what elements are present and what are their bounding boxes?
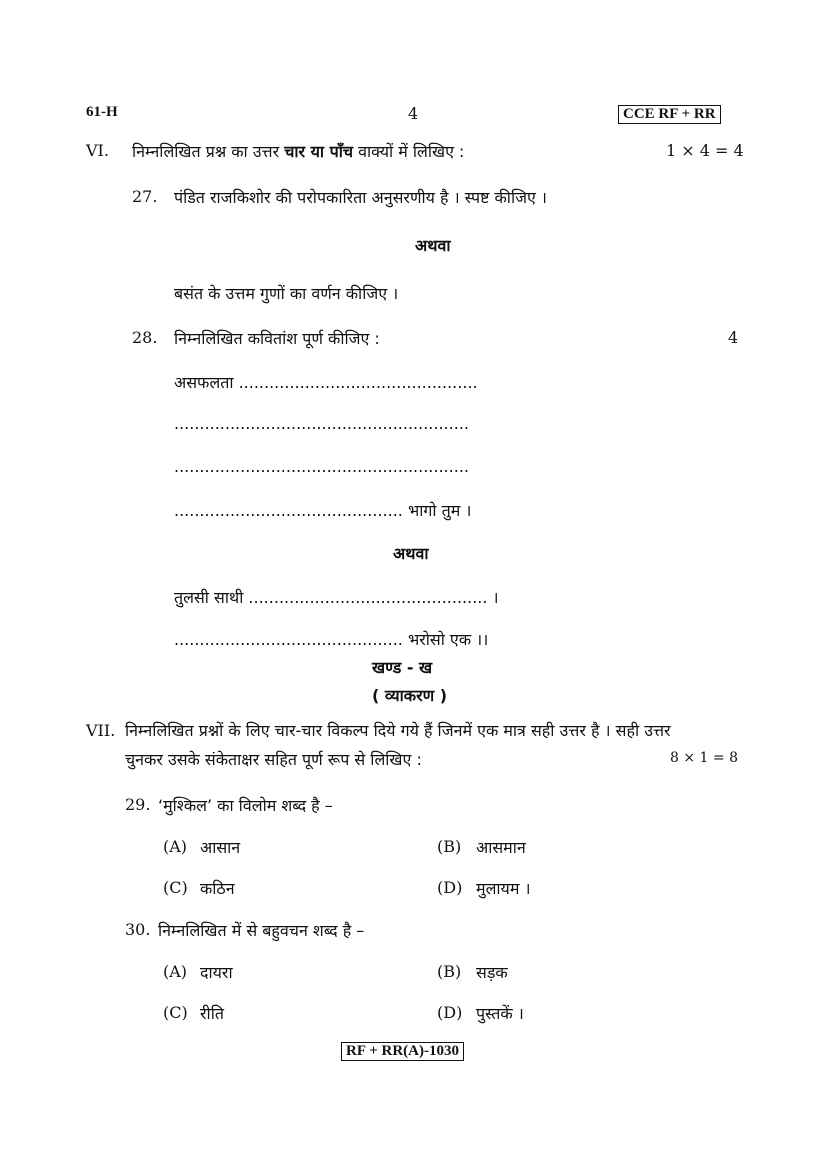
alt-poem-line-2: ............................................. भरोसो एक ।। — [174, 630, 489, 649]
alt-poem-line-1: तुलसी साथी ............................................... । — [174, 588, 499, 607]
option-text: आसान — [200, 838, 241, 857]
section-b-title: खण्ड - ख — [372, 658, 433, 677]
option-text: पुस्तकें । — [476, 1004, 524, 1023]
section-vi-numeral: VI. — [86, 141, 109, 160]
section-vi-instruction — [132, 140, 464, 162]
footer-code-badge: RF + RR(A)-1030 — [341, 1042, 464, 1061]
poem-line-3: .......................................................... — [174, 457, 469, 476]
option-label: (C) — [163, 1003, 188, 1022]
page-number: 4 — [408, 104, 419, 123]
section-vi-marks: 1 × 4 = 4 — [666, 141, 744, 160]
poem-line-1: असफलता ............................................... — [174, 373, 478, 392]
paper-code: 61-H — [86, 104, 118, 120]
instruction-emphasis: चार या पाँच — [284, 142, 354, 161]
question-number-27: 27. — [132, 187, 158, 206]
option-text: सड़क — [476, 963, 508, 982]
poem-line-2: .......................................................... — [174, 414, 469, 433]
question-27-text: पंडित राजकिशोर की परोपकारिता अनुसरणीय है । स्पष्ट कीजिए । — [174, 188, 547, 207]
question-27-alt-text: बसंत के उत्तम गुणों का वर्णन कीजिए । — [174, 284, 399, 303]
option-text: मुलायम । — [476, 879, 531, 898]
option-label: (B) — [437, 962, 462, 981]
option-label: (D) — [437, 878, 463, 897]
exam-code-badge: CCE RF + RR — [618, 105, 721, 124]
section-vii-instruction-line-2: चुनकर उसके संकेताक्षर सहित पूर्ण रूप से लिखिए : — [125, 750, 422, 769]
poem-line-4: ............................................. भागो तुम । — [174, 501, 472, 520]
question-28-marks: 4 — [728, 328, 739, 347]
option-text: कठिन — [200, 879, 235, 898]
question-28-text: निम्नलिखित कवितांश पूर्ण कीजिए : — [174, 329, 380, 348]
option-text: दायरा — [200, 963, 233, 982]
or-divider-28: अथवा — [393, 544, 429, 563]
section-b-subtitle: ( व्याकरण ) — [372, 686, 448, 705]
option-label: (A) — [163, 962, 188, 981]
or-divider-27: अथवा — [415, 236, 451, 255]
option-label: (B) — [437, 837, 462, 856]
instruction-text: निम्नलिखित प्रश्न का उत्तर — [132, 142, 285, 161]
question-number-28: 28. — [132, 328, 158, 347]
question-29-text: ‘मुश्किल’ का विलोम शब्द है – — [158, 796, 333, 815]
question-number-30: 30. — [125, 920, 151, 939]
section-vii-instruction-line-1: निम्नलिखित प्रश्नों के लिए चार-चार विकल्प दिये गये हैं जिनमें एक मात्र सही उत्तर है । सही उत्तर — [125, 721, 671, 740]
option-label: (D) — [437, 1003, 463, 1022]
section-vii-numeral: VII. — [86, 721, 116, 740]
option-label: (C) — [163, 878, 188, 897]
section-vii-marks: 8 × 1 = 8 — [670, 750, 738, 766]
option-text: आसमान — [476, 838, 526, 857]
question-30-text: निम्नलिखित में से बहुवचन शब्द है – — [158, 921, 365, 940]
option-text: रीति — [200, 1004, 224, 1023]
option-label: (A) — [163, 837, 188, 856]
instruction-text-end: वाक्यों में लिखिए : — [353, 142, 465, 161]
question-number-29: 29. — [125, 795, 151, 814]
